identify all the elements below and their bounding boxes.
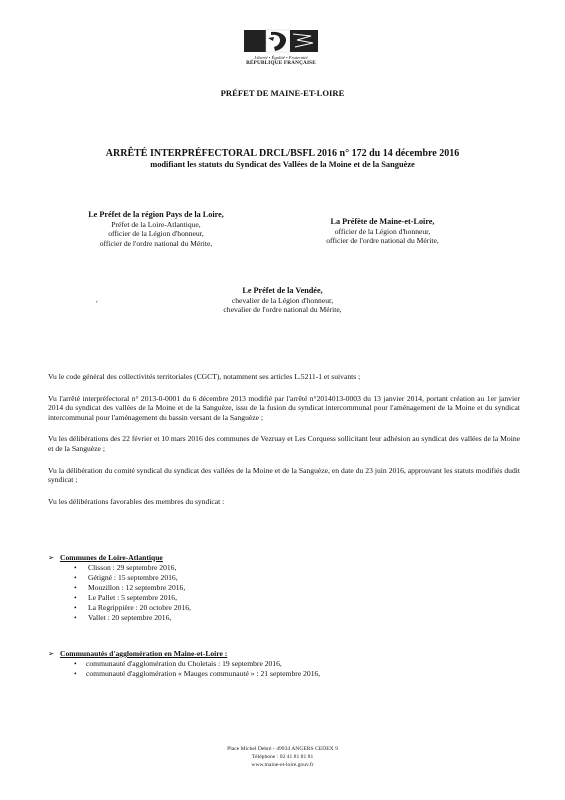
signatory-right	[300, 217, 465, 246]
arrow-right-icon: ➢	[48, 553, 55, 562]
list-item: • communauté d'agglomération du Choletais : 19 septembre 2016,	[48, 659, 520, 669]
signatory-right-line: officier de l'ordre national du Mérite,	[326, 236, 439, 246]
signatory-left	[56, 210, 256, 248]
signatory-left-line: officier de l'ordre national du Mérite,	[99, 238, 213, 248]
list-item: • Clisson : 29 septembre 2016,	[48, 563, 520, 573]
arrete-subtitle: modifiant les statuts du Syndicat des Vallées de la Moine et de la Sanguèze	[150, 160, 415, 169]
agglomeration-list	[48, 659, 520, 679]
list-item: • communauté d'agglomération « Mauges communauté » : 21 septembre 2016,	[48, 669, 520, 679]
footer-website: www.maine-et-loire.gouv.fr	[251, 762, 314, 768]
section-agglomeration	[48, 649, 520, 679]
list-item: • Mouzillon : 12 septembre 2016,	[48, 583, 520, 593]
prefect-title: PRÉFET DE MAINE-ET-LOIRE	[220, 88, 345, 98]
section-heading-text: Communes de Loire-Atlantique	[60, 553, 163, 562]
visa-paragraph: Vu l'arrêté interpréfectoral n° 2013-0-0001 du 6 décembre 2013 modifié par l'arrêté n°2014013-0003 du 13 janvier 2014, portant création au 1er janvier 2014 du syndicat des vallées de la Moine et de la Sanguèze, issu de la fusion du syndicat intercommunal pour l'aménagement de la Moine et du syndicat intercommunal pour l'aménagement du bassin versant de la Sanguèze ;	[48, 393, 520, 422]
stray-mark: ,	[96, 296, 98, 304]
footer-address: Place Michel Debré - 49934 ANGERS CEDEX 9	[227, 746, 338, 752]
visa-paragraph: Vu les délibérations favorables des membres du syndicat :	[48, 496, 225, 506]
section-heading-text: Communautés d'agglomération en Maine-et-Loire :	[60, 649, 228, 658]
list-item: • La Regrippière : 20 octobre 2016,	[48, 603, 520, 613]
page-footer	[0, 745, 565, 769]
list-item: • Vallet : 20 septembre 2016,	[48, 613, 520, 623]
commune-list	[48, 563, 520, 623]
marianne-logo-icon	[241, 28, 321, 54]
section-heading	[48, 553, 520, 563]
signatory-right-line: officier de la Légion d'honneur,	[334, 226, 431, 236]
signatory-center-line: chevalier de la Légion d'honneur,	[231, 295, 334, 305]
visa-paragraph: Vu le code général des collectivités territoriales (CGCT), notamment ses articles L.5211-1 et suivants ;	[48, 372, 361, 381]
republic-name: RÉPUBLIQUE FRANÇAISE	[246, 60, 316, 66]
list-item: • Le Pallet : 5 septembre 2016,	[48, 593, 520, 603]
visa-paragraph: Vu les délibérations des 22 février et 10 mars 2016 des communes de Vezruay et Les Corquess sollicitant leur adhésion au syndicat des vallées de la Moine et de la Sanguèze ;	[48, 434, 520, 453]
signatory-left-line: officier de la Légion d'honneur,	[108, 229, 204, 239]
arrow-right-icon: ➢	[48, 649, 55, 658]
footer-phone: Téléphone : 02 41 81 81 81	[251, 754, 314, 760]
section-loire-atlantique	[48, 553, 520, 623]
arrete-title: ARRÊTÉ INTERPRÉFECTORAL DRCL/BSFL 2016 n° 172 du 14 décembre 2016	[105, 148, 460, 159]
visa-paragraph: Vu la délibération du comité syndical du syndicat des vallées de la Moine et de la Sanguèze, en date du 23 juin 2016, approuvant les statuts modifiés dudit syndicat ;	[48, 465, 520, 485]
republic-logo	[233, 28, 329, 66]
signatory-center-name: Le Préfet de la Vendée,	[242, 286, 323, 295]
signatory-left-line: Préfet de la Loire-Atlantique,	[111, 219, 201, 229]
republic-motto: Liberté • Égalité • Fraternité	[254, 55, 308, 60]
arrete-heading	[40, 148, 525, 170]
list-item: • Gétigné : 15 septembre 2016,	[48, 573, 520, 583]
visas-body	[48, 372, 520, 518]
signatory-center	[170, 286, 395, 315]
signatory-center-line: chevalier de l'ordre national du Mérite,	[223, 305, 342, 315]
section-heading	[48, 649, 520, 659]
signatory-right-name: La Préfète de Maine-et-Loire,	[330, 217, 435, 226]
signatory-left-name: Le Préfet de la région Pays de la Loire,	[88, 210, 224, 219]
